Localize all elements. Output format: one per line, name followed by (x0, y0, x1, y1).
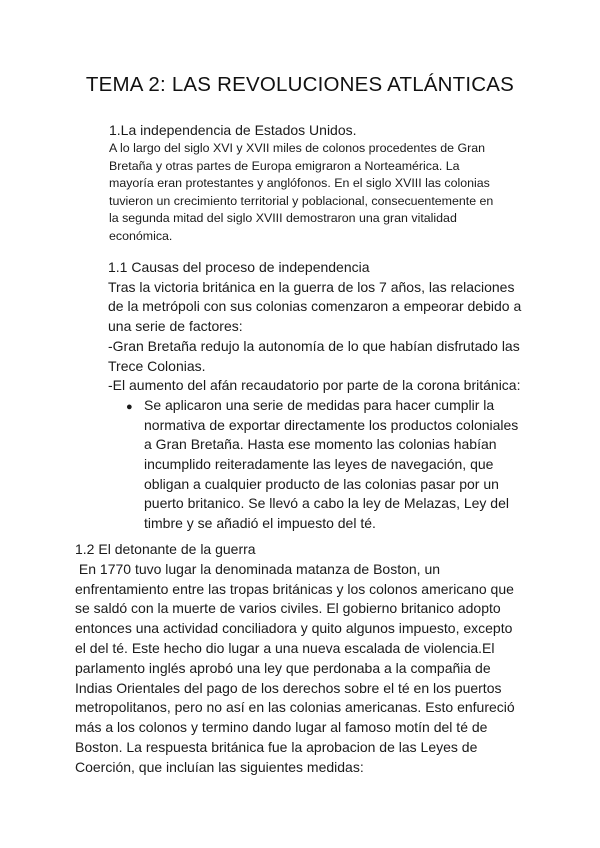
section-heading: 1.2 El detonante de la guerra (75, 541, 256, 557)
text-line: incumplido reiteradamente las leyes de navegación, que (144, 456, 494, 473)
section-paragraph (109, 140, 529, 246)
text-line: económica. (109, 228, 173, 243)
text-line: -El aumento del afán recaudatorio por parte de la corona británica: (108, 377, 521, 394)
page-title: TEMA 2: LAS REVOLUCIONES ATLÁNTICAS (85, 73, 515, 96)
text-line: Boston. La respuesta británica fue la aprobacion de las Leyes de (75, 738, 478, 755)
bullet-icon: ● (126, 400, 133, 413)
text-line: metropolitanos, pero no así en las colonias americanas. Esto enfureció (75, 699, 515, 716)
text-line: A lo largo del siglo XVI y XVII miles de colonos procedentes de Gran (109, 141, 486, 155)
text-line: la segunda mitad del siglo XVIII demostraron una gran vitalidad (109, 211, 457, 226)
text-line: Trece Colonias. (108, 357, 206, 374)
section-causas (108, 258, 534, 534)
text-line: Coerción, que incluían las siguientes medidas: (75, 758, 364, 775)
section-detonante (75, 540, 535, 778)
text-line: puerto britanico. Se llevó a cabo la ley de Melazas, Ley del (144, 495, 509, 512)
text-line: Indias Orientales del pago de los derechos sobre el té en los puertos (75, 679, 502, 696)
text-line: normativa de exportar directamente los productos coloniales (144, 416, 519, 433)
text-line: parlamento inglés aprobó una ley que perdonaba a la compañia de (75, 659, 491, 676)
text-line: se saldó con la muerte de varios civiles. El gobierno britanico adopto (75, 600, 501, 617)
text-line: mayoría eran protestantes y anglófonos. En el siglo XVIII las colonias (109, 176, 490, 191)
text-line: Tras la victoria británica en la guerra de los 7 años, las relaciones (108, 278, 515, 295)
text-line: a Gran Bretaña. Hasta ese momento las colonias habían (144, 436, 497, 453)
text-line: tuvieron un crecimiento territorial y poblacional, consecuentemente en (109, 193, 494, 208)
text-line: enfrentamiento entre las tropas británicas y los colonos americano que (75, 580, 514, 597)
list-item (108, 396, 534, 534)
section-independencia (109, 120, 529, 246)
section-heading: 1.1 Causas del proceso de independencia (108, 259, 370, 275)
text-line: -Gran Bretaña redujo la autonomía de lo que habían disfrutado las (108, 337, 520, 354)
bullet-list (108, 396, 534, 534)
section-heading: 1.La independencia de Estados Unidos. (109, 122, 357, 138)
text-line: entonces una actividad conciliadora y quito algunos impuesto, excepto (75, 620, 513, 637)
text-line: más a los colonos y termino dando lugar al famoso motín del té de (75, 719, 488, 736)
text-line: de la metrópoli con sus colonias comenzaron a empeorar debido a (108, 298, 522, 315)
text-line: Bretaña y otras partes de Europa emigraron a Norteamérica. La (109, 158, 460, 173)
text-line: Se aplicaron una serie de medidas para hacer cumplir la (144, 396, 495, 413)
text-line: obligan a cualquier producto de las colonias pasar por un (144, 475, 499, 492)
text-line: una serie de factores: (108, 318, 243, 335)
text-line: el del té. Este hecho dio lugar a una nueva escalada de violencia.El (75, 639, 495, 656)
text-line: En 1770 tuvo lugar la denominada matanza de Boston, un (75, 560, 441, 577)
text-line: timbre y se añadió el impuesto del té. (144, 515, 376, 532)
